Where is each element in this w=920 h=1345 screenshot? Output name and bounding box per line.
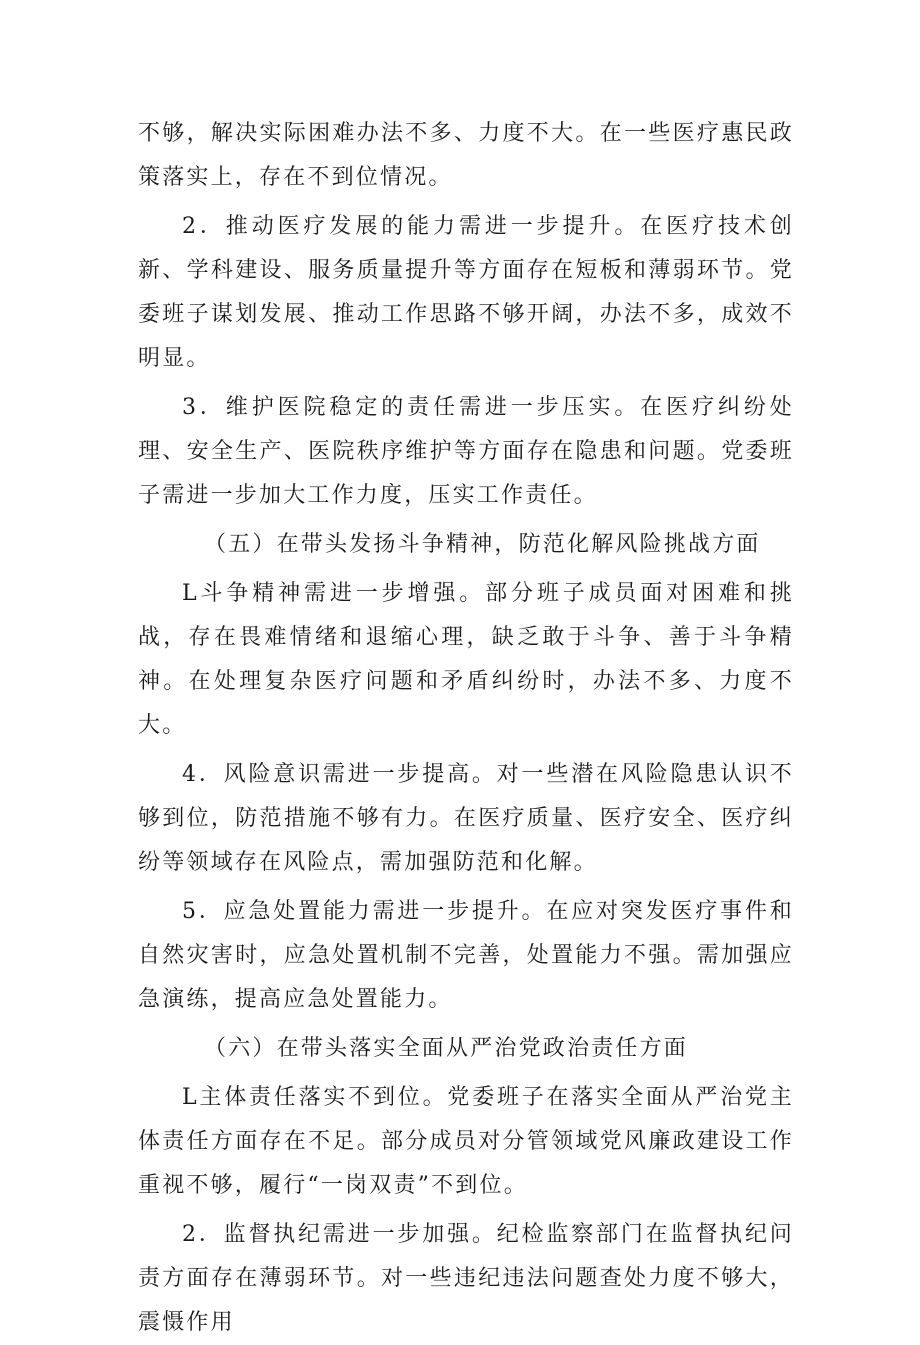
paragraph-item-2-supervision: 2．监督执纪需进一步加强。纪检监察部门在监督执纪问责方面存在薄弱环节。对一些违纪违法问题查处力度不够大，震慑作用	[138, 1222, 794, 1335]
paragraph-item-5-emergency-response: 5．应急处置能力需进一步提升。在应对突发医疗事件和自然灾害时，应急处置机制不完善，处置能力不强。需加强应急演练，提高应急处置能力。	[138, 899, 794, 1012]
paragraph-continuation: 不够，解决实际困难办法不多、力度不大。在一些医疗惠民政策落实上，存在不到位情况。	[138, 121, 794, 190]
section-heading-6: （六）在带头落实全面从严治党政治责任方面	[204, 1036, 689, 1061]
paragraph-item-1-main-responsibility: L主体责任落实不到位。党委班子在落实全面从严治党主体责任方面存在不足。部分成员对分管领域党风廉政建设工作重视不够，履行“一岗双责”不到位。	[138, 1085, 794, 1198]
section-heading-5: （五）在带头发扬斗争精神，防范化解风险挑战方面	[204, 532, 761, 557]
paragraph-item-2-medical-development: 2．推动医疗发展的能力需进一步提升。在医疗技术创新、学科建设、服务质量提升等方面存在短板和薄弱环节。党委班子谋划发展、推动工作思路不够开阔，办法不多，成效不明显。	[138, 214, 794, 371]
paragraph-item-1-struggle-spirit: L斗争精神需进一步增强。部分班子成员面对困难和挑战，存在畏难情绪和退缩心理，缺乏敢于斗争、善于斗争精神。在处理复杂医疗问题和矛盾纠纷时，办法不多、力度不大。	[138, 581, 794, 738]
paragraph-item-3-hospital-stability: 3．维护医院稳定的责任需进一步压实。在医疗纠纷处理、安全生产、医院秩序维护等方面存在隐患和问题。党委班子需进一步加大工作力度，压实工作责任。	[138, 395, 794, 508]
document-body	[138, 112, 794, 1345]
paragraph-item-4-risk-awareness: 4．风险意识需进一步提高。对一些潜在风险隐患认识不够到位，防范措施不够有力。在医疗质量、医疗安全、医疗纠纷等领域存在风险点，需加强防范和化解。	[138, 762, 794, 875]
